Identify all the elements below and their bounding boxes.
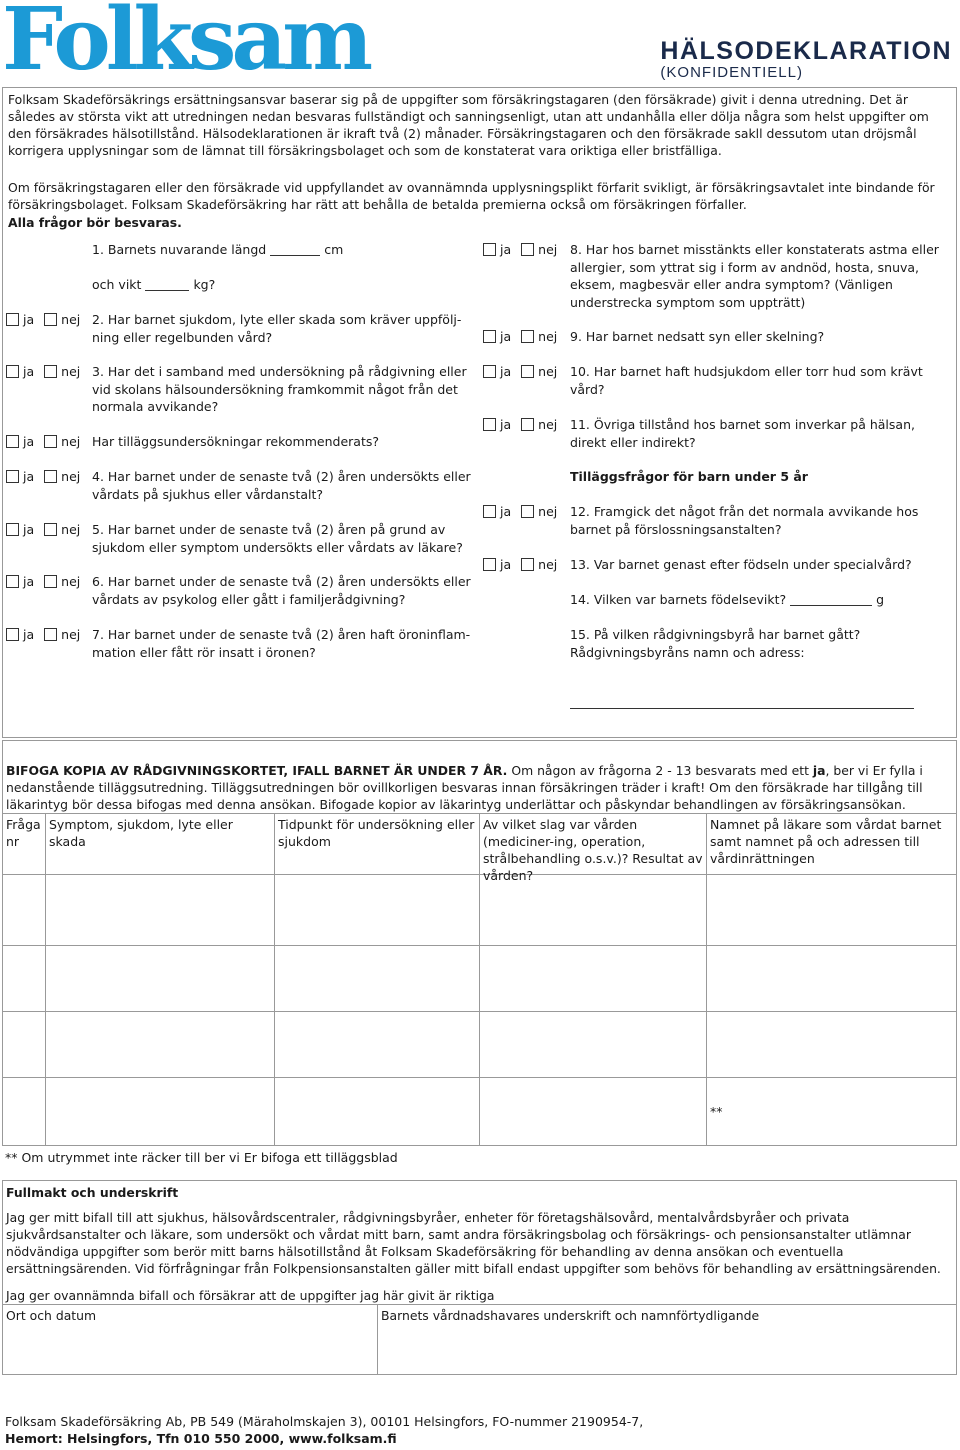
question-2: 2. Har barnet sjukdom, lyte eller skada som kräver uppfölj-ning eller regelbunden vård? (92, 312, 462, 345)
yes-label: ja (23, 469, 35, 484)
question-11: 11. Övriga tillstånd hos barnet som inverkar på hälsan, direkt eller indirekt? (570, 417, 915, 450)
no-label: nej (61, 364, 81, 379)
q9-answer (483, 328, 557, 345)
question-6: 6. Har barnet under de senaste två (2) åren undersökts eller vårdats av psykolog eller gått i familjerådgivning? (92, 574, 471, 607)
overflow-note: ** Om utrymmet inte räcker till ber vi Er bifoga ett tilläggsblad (5, 1150, 398, 1165)
footer-line-2: Hemort: Helsingfors, Tfn 010 550 2000, www.folksam.fi (5, 1431, 397, 1446)
q5-yes-checkbox[interactable] (6, 523, 19, 536)
question-10: 10. Har barnet haft hudsjukdom eller torr hud som krävt vård? (570, 364, 923, 397)
height-field[interactable] (270, 244, 320, 256)
q5-answer (6, 521, 80, 538)
yes-label: ja (23, 364, 35, 379)
birth-weight-field[interactable] (790, 594, 872, 606)
question-12: 12. Framgick det något från det normala avvikande hos barnet på förslossningsanstalten? (570, 504, 919, 537)
yes-label: ja (23, 312, 35, 327)
q8-no-checkbox[interactable] (521, 243, 534, 256)
authorization-confirm: Jag ger ovannämnda bifall och försäkrar att de uppgifter jag här givit är riktiga (6, 1288, 495, 1303)
question-1-weight (92, 276, 215, 294)
question-3b: Har tilläggsundersökningar rekommenderats? (92, 434, 379, 449)
table-col-border (45, 813, 46, 1145)
question-13: 13. Var barnet genast efter födseln under specialvård? (570, 557, 912, 572)
weight-unit: kg? (193, 277, 216, 292)
q6-answer (6, 573, 80, 590)
question-9: 9. Har barnet nedsatt syn eller skelning? (570, 329, 825, 344)
q4-no-checkbox[interactable] (44, 470, 57, 483)
q10-yes-checkbox[interactable] (483, 365, 496, 378)
q2-answer (6, 311, 80, 328)
yes-label: ja (500, 329, 512, 344)
q10-answer (483, 363, 557, 380)
q12-no-checkbox[interactable] (521, 505, 534, 518)
question-14 (570, 591, 950, 609)
q6-no-checkbox[interactable] (44, 575, 57, 588)
q13-yes-checkbox[interactable] (483, 558, 496, 571)
q3-no-checkbox[interactable] (44, 365, 57, 378)
q3b-no-checkbox[interactable] (44, 435, 57, 448)
q7-answer (6, 626, 80, 643)
signature-field[interactable] (378, 1324, 956, 1375)
attachment-ja: ja (812, 763, 826, 778)
no-label: nej (538, 329, 558, 344)
yes-label: ja (500, 364, 512, 379)
q8-answer (483, 241, 557, 258)
question-7: 7. Har barnet under de senaste två (2) åren haft öroninflam-mation eller fått rör insatt i öronen? (92, 627, 471, 660)
no-label: nej (538, 417, 558, 432)
footer-line-1: Folksam Skadeförsäkring Ab, PB 549 (Märaholmskajen 3), 00101 Helsingfors, FO-nummer 2190954-7, (5, 1414, 644, 1429)
column-header-symptom: Symptom, sjukdom, lyte eller skada (49, 817, 233, 849)
intro-paragraph-2: Om försäkringstagaren eller den försäkrade vid uppfyllandet av ovannämnda upplysningsplikt förfarit svikligt, är försäkringsavtalet inte bindande för försäkringsbolaget. Folksam Skadeförsäkring har rätt att behålla de betalda premierna också om försäkringen förfaller. (8, 180, 935, 212)
q9-no-checkbox[interactable] (521, 330, 534, 343)
yes-label: ja (500, 417, 512, 432)
no-label: nej (61, 574, 81, 589)
column-header-care: Av vilket slag var vården (mediciner-ing, operation, strålbehandling o.s.v.)? Resultat av vården? (483, 817, 703, 883)
question-4: 4. Har barnet under de senaste två (2) åren undersökts eller vårdats på sjukhus eller vårdanstalt? (92, 469, 471, 502)
q12-yes-checkbox[interactable] (483, 505, 496, 518)
q13-answer (483, 556, 557, 573)
q8-yes-checkbox[interactable] (483, 243, 496, 256)
no-label: nej (61, 434, 81, 449)
q10-no-checkbox[interactable] (521, 365, 534, 378)
yes-label: ja (23, 522, 35, 537)
place-date-field[interactable] (3, 1304, 377, 1375)
no-label: nej (61, 522, 81, 537)
no-label: nej (538, 364, 558, 379)
attachment-instructions (6, 762, 954, 813)
table-col-border (706, 813, 707, 1145)
supplementary-section (2, 740, 957, 1146)
q12-answer (483, 503, 557, 520)
document-title: HÄLSODEKLARATION (660, 37, 952, 65)
yes-label: ja (500, 504, 512, 519)
no-label: nej (61, 469, 81, 484)
no-label: nej (538, 504, 558, 519)
questionnaire-section (2, 87, 957, 738)
table-col-border (274, 813, 275, 1145)
no-label: nej (61, 312, 81, 327)
authorization-heading: Fullmakt och underskrift (6, 1185, 179, 1200)
q11-yes-checkbox[interactable] (483, 418, 496, 431)
place-date-label: Ort och datum (6, 1308, 97, 1323)
q2-yes-checkbox[interactable] (6, 313, 19, 326)
q5-no-checkbox[interactable] (44, 523, 57, 536)
question-5: 5. Har barnet under de senaste två (2) åren på grund av sjukdom eller symptom undersökts eller vårdats av läkare? (92, 522, 463, 555)
yes-label: ja (23, 574, 35, 589)
column-header-time: Tidpunkt för undersökning eller sjukdom (278, 817, 475, 849)
weight-field[interactable] (145, 279, 189, 291)
q3-answer (6, 363, 80, 380)
folksam-logo: Folksam (2, 0, 369, 90)
q11-no-checkbox[interactable] (521, 418, 534, 431)
authorization-text: Jag ger mitt bifall till att sjukhus, hälsovårdscentraler, rådgivningsbyråer, enheter för företagshälsovård, mentalvårdsbyråer och privata sjukvårdsanstalter och läkare, som undersökt och vårdat mitt barn, samt andra försäkringsbolag och försäkrings- och pensionsanstalter utlämnar nödvändiga uppgifter som berör mitt barns hälsotillstånd åt Folksam Skadeförsäkring för behandling av denna ansökan och eventuella ersättningsärenden. Vid förfrågningar från Folkpensionsanstalten gäller mitt bifall endast uppgifter som behövs för behandling av ersättningsärenden. (6, 1210, 941, 1276)
yes-label: ja (500, 242, 512, 257)
document-subtitle: (KONFIDENTIELL) (660, 64, 803, 81)
q2-no-checkbox[interactable] (44, 313, 57, 326)
signature-label: Barnets vårdnadshavares underskrift och namnförtydligande (381, 1308, 760, 1323)
birth-weight-unit: g (876, 592, 885, 607)
extra-questions-heading: Tilläggsfrågor för barn under 5 år (570, 469, 808, 484)
authorization-section (2, 1180, 957, 1375)
intro-paragraph-1: Folksam Skadeförsäkrings ersättningsansvar baserar sig på de uppgifter som försäkringstagaren (den försäkrade) givit i denna utredning. Det är således av största vikt att utredningen nedan besvaras fullständigt och sanningsenligt, utan att undanhålla eller dölja några som helst uppgifter om den försäkrades hälsotillstånd. Hälsodeklarationen är ikraft två (2) månader. Försäkringstagaren och den försäkrade sakll dessutom utan dröjsmål korrigera upplysningar som de lämnat till försäkringsbolaget och som de konstaterat vara oriktiga eller bristfälliga. (8, 92, 929, 158)
table-col-border (479, 813, 480, 1145)
no-label: nej (538, 242, 558, 257)
q13-no-checkbox[interactable] (521, 558, 534, 571)
column-header-question-nr: Fråga nr (6, 817, 41, 849)
q6-yes-checkbox[interactable] (6, 575, 19, 588)
attachment-text-1: Om någon av frågorna 2 - 13 besvarats med ett (507, 763, 813, 778)
column-header-doctor: Namnet på läkare som vårdat barnet samt namnet på och adressen till vårdinrättningen (710, 817, 942, 866)
question-1-weight-label: och vikt (92, 277, 142, 292)
question-3: 3. Har det i samband med undersökning på rådgivning eller vid skolans hälsoundersökning framkommit något från det normala avvikande? (92, 364, 467, 414)
yes-label: ja (23, 434, 35, 449)
footer (5, 1413, 643, 1447)
question-8: 8. Har hos barnet misstänkts eller konstaterats astma eller allergier, som yttrat sig i form av andnöd, hosta, snuva, eksem, magbesvär eller andra symptom? (Vänligen understrecka symptom som uppträtt) (570, 242, 939, 310)
clinic-address-field[interactable] (570, 708, 914, 709)
overflow-stars: ** (710, 1104, 723, 1119)
yes-label: ja (23, 627, 35, 642)
q4-yes-checkbox[interactable] (6, 470, 19, 483)
attachment-text-2: , ber vi Er fylla i nedanstående tilläggsutredning. Tilläggsutredningen bör ovillkorligen besvaras innan försäkringen träder i kraft! Om den försäkrade har tillgång till läkarintyg bör dessa bifogas med denna ansökan. Bifogade kopior av läkarintyg underlättar och påskyndar behandlingen av försäkringsansökan. (6, 763, 923, 812)
no-label: nej (538, 557, 558, 572)
q4-answer (6, 468, 80, 485)
q3-yes-checkbox[interactable] (6, 365, 19, 378)
q7-yes-checkbox[interactable] (6, 628, 19, 641)
question-14-label: 14. Vilken var barnets födelsevikt? (570, 592, 787, 607)
height-unit: cm (324, 242, 344, 257)
q9-yes-checkbox[interactable] (483, 330, 496, 343)
q11-answer (483, 416, 557, 433)
q7-no-checkbox[interactable] (44, 628, 57, 641)
no-label: nej (61, 627, 81, 642)
question-15: 15. På vilken rådgivningsbyrå har barnet gått? Rådgivningsbyråns namn och adress: (570, 627, 861, 660)
attachment-heading: BIFOGA KOPIA AV RÅDGIVNINGSKORTET, IFALL BARNET ÄR UNDER 7 ÅR. (6, 763, 508, 778)
all-questions-note: Alla frågor bör besvaras. (8, 215, 182, 230)
question-1-height-label: 1. Barnets nuvarande längd (92, 242, 267, 257)
q3b-answer (6, 433, 80, 450)
document-title-block (660, 38, 952, 82)
question-1 (92, 241, 343, 259)
yes-label: ja (500, 557, 512, 572)
q3b-yes-checkbox[interactable] (6, 435, 19, 448)
